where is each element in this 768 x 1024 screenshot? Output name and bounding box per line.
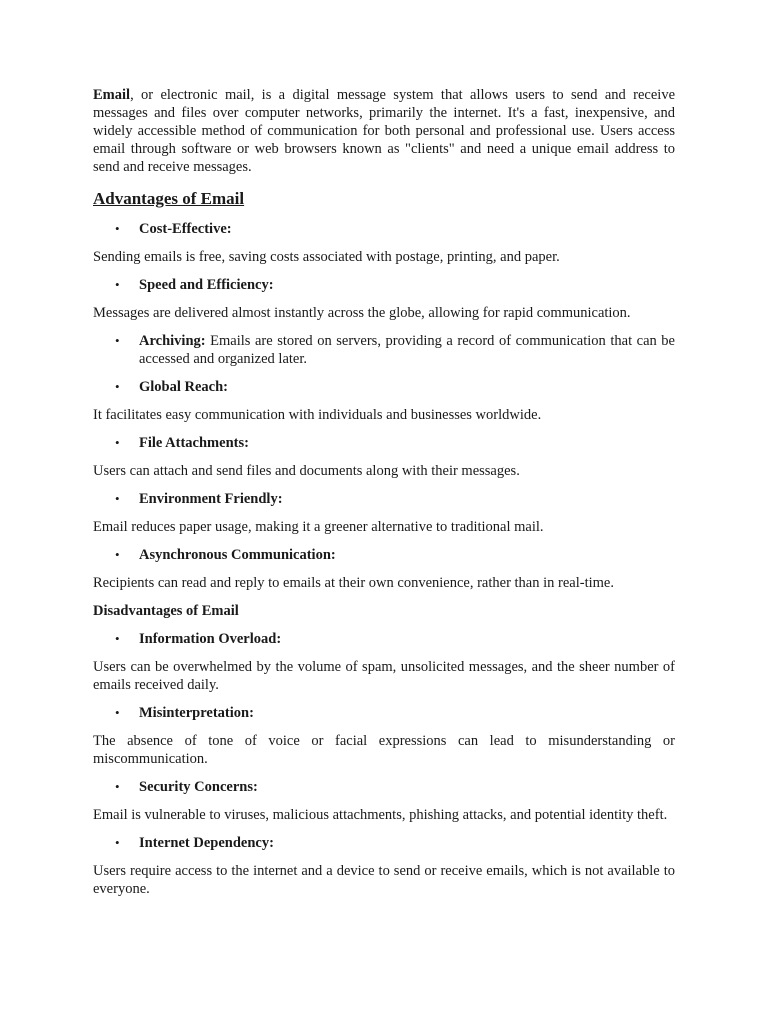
- advantage-item-term: Environment Friendly:: [139, 491, 283, 507]
- bullet-icon: •: [115, 277, 120, 292]
- bullet-icon: •: [115, 779, 120, 794]
- disadvantage-item-term: Security Concerns:: [139, 779, 258, 795]
- disadvantage-bullet-list: [93, 834, 675, 852]
- disadvantage-list-item: [93, 704, 675, 722]
- advantage-item-description: Email reduces paper usage, making it a greener alternative to traditional mail.: [93, 519, 544, 535]
- bullet-icon: •: [115, 221, 120, 236]
- disadvantage-item-description: Users can be overwhelmed by the volume of spam, unsolicited messages, and the sheer number of emails received daily.: [93, 659, 675, 693]
- advantage-item-inline-text: Emails are stored on servers, providing a record of communication that can be accessed and organized later.: [139, 333, 675, 367]
- disadvantage-item-term: Internet Dependency:: [139, 835, 274, 851]
- disadvantage-item-term: Misinterpretation:: [139, 705, 254, 721]
- advantage-list-item: [93, 332, 675, 368]
- disadvantage-list-item: [93, 778, 675, 796]
- advantage-item-description: Users can attach and send files and documents along with their messages.: [93, 463, 520, 479]
- advantage-item-description: Messages are delivered almost instantly across the globe, allowing for rapid communication.: [93, 305, 631, 321]
- advantage-item-term: Cost-Effective:: [139, 221, 232, 237]
- bullet-icon: •: [115, 379, 120, 394]
- advantages-heading: Advantages of Email: [93, 189, 245, 208]
- advantage-item-term: Speed and Efficiency:: [139, 277, 274, 293]
- bullet-icon: •: [115, 631, 120, 646]
- advantage-list-item: [93, 434, 675, 452]
- advantage-bullet-list: [93, 276, 675, 294]
- bullet-icon: •: [115, 705, 120, 720]
- advantage-item-description: Recipients can read and reply to emails at their own convenience, rather than in real-time.: [93, 575, 614, 591]
- advantage-bullet-list: [93, 332, 675, 368]
- disadvantage-item-description: The absence of tone of voice or facial expressions can lead to misunderstanding or miscommunication.: [93, 733, 675, 767]
- bullet-icon: •: [115, 435, 120, 450]
- disadvantage-list-item: [93, 630, 675, 648]
- advantage-bullet-list: [93, 546, 675, 564]
- advantage-bullet-list: [93, 378, 675, 396]
- disadvantage-list-item: [93, 834, 675, 852]
- advantages-list: [93, 220, 675, 592]
- intro-paragraph: [93, 86, 675, 176]
- advantage-list-item: [93, 546, 675, 564]
- disadvantage-item-description: Email is vulnerable to viruses, malicious attachments, phishing attacks, and potential identity theft.: [93, 807, 668, 823]
- disadvantage-bullet-list: [93, 778, 675, 796]
- intro-term: Email: [93, 87, 131, 103]
- advantage-item-term: Global Reach:: [139, 379, 229, 395]
- bullet-icon: •: [115, 491, 120, 506]
- bullet-icon: •: [115, 547, 120, 562]
- disadvantages-heading: Disadvantages of Email: [93, 603, 239, 619]
- advantage-item-term: Asynchronous Communication:: [139, 547, 336, 563]
- advantage-bullet-list: [93, 434, 675, 452]
- advantage-bullet-list: [93, 490, 675, 508]
- advantage-item-description: Sending emails is free, saving costs associated with postage, printing, and paper.: [93, 249, 560, 265]
- advantage-list-item: [93, 276, 675, 294]
- disadvantage-bullet-list: [93, 704, 675, 722]
- disadvantage-item-description: Users require access to the internet and a device to send or receive emails, which is not available to everyone.: [93, 863, 675, 897]
- bullet-icon: •: [115, 835, 120, 850]
- advantage-list-item: [93, 220, 675, 238]
- advantage-item-description: It facilitates easy communication with individuals and businesses worldwide.: [93, 407, 542, 423]
- disadvantage-item-term: Information Overload:: [139, 631, 282, 647]
- document-page: [93, 86, 675, 908]
- bullet-icon: •: [115, 333, 120, 348]
- advantage-list-item: [93, 378, 675, 396]
- disadvantages-list: [93, 630, 675, 898]
- intro-text: , or electronic mail, is a digital message system that allows users to send and receive messages and files over computer networks, primarily the internet. It's a fast, inexpensive, and widely accessible method of communication for both personal and professional use. Users access email through software or web browsers known as "clients" and need a unique email address to send and receive messages.: [93, 87, 675, 175]
- disadvantage-bullet-list: [93, 630, 675, 648]
- advantage-item-term: File Attachments:: [139, 435, 249, 451]
- advantage-list-item: [93, 490, 675, 508]
- advantage-item-term: Archiving:: [139, 333, 206, 349]
- advantage-bullet-list: [93, 220, 675, 238]
